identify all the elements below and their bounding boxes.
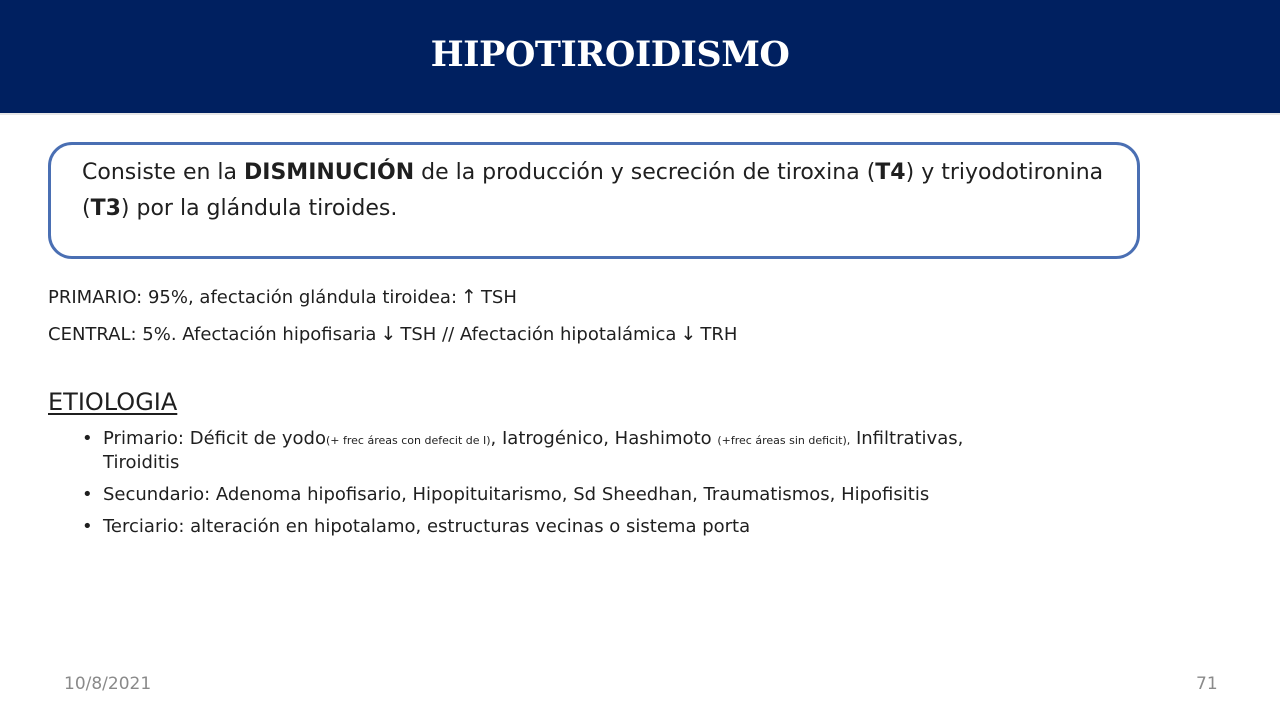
etiologia-terciario: Terciario: alteración en hipotalamo, estructuras vecinas o sistema porta: [103, 516, 751, 537]
etiologia-primario-note-2: (+frec áreas sin deficit),: [717, 434, 851, 447]
definition-bold-t3: T3: [90, 196, 121, 221]
slide-title: HIPOTIROIDISMO: [430, 34, 790, 75]
etiologia-list: [82, 428, 1042, 548]
definition-text-part-2: de la producción y secreción de tiroxina (: [414, 160, 876, 185]
etiologia-primario-b: , Iatrogénico, Hashimoto: [490, 428, 718, 449]
central-prefix: CENTRAL: 5%. Afectación hipofisaria: [48, 324, 377, 345]
bullet-icon: •: [82, 484, 93, 505]
definition-text-part-3: ) y triyodotironina (: [82, 160, 1104, 221]
list-item: [82, 516, 1042, 538]
central-suffix: TRH: [700, 324, 738, 345]
bullet-icon: •: [82, 428, 93, 449]
definition-box: [48, 142, 1140, 259]
central-middle: TSH // Afectación hipotalámica: [400, 324, 677, 345]
primario-suffix: TSH: [480, 287, 517, 308]
definition-bold-t4: T4: [875, 160, 906, 185]
definition-text: [82, 155, 1122, 227]
title-bar: [0, 0, 1280, 115]
arrow-up-icon: ↑: [461, 286, 477, 308]
definition-text-part-1: Consiste en la: [82, 160, 245, 185]
etiologia-primario-c: Infiltrativas, Tiroiditis: [103, 428, 964, 473]
etiologia-primario-note-1: (+ frec áreas con defecit de I): [325, 434, 491, 447]
central-line: [48, 323, 737, 345]
list-item: [82, 428, 1042, 474]
list-item: [82, 484, 1042, 506]
etiologia-secundario: Secundario: Adenoma hipofisario, Hipopituitarismo, Sd Sheedhan, Traumatismos, Hipofisitis: [103, 484, 930, 505]
etiologia-primario-a: Primario: Déficit de yodo: [103, 428, 326, 449]
arrow-down-icon: ↓: [680, 323, 697, 345]
page-number: 71: [1196, 674, 1218, 694]
footer-date: 10/8/2021: [64, 674, 152, 694]
etiologia-heading: ETIOLOGIA: [48, 388, 178, 416]
definition-bold-disminucion: DISMINUCIÓN: [244, 160, 415, 185]
arrow-down-icon: ↓: [380, 323, 397, 345]
primario-prefix: PRIMARIO: 95%, afectación glándula tiroidea:: [48, 287, 458, 308]
primario-line: [48, 286, 517, 308]
bullet-icon: •: [82, 516, 93, 537]
definition-text-part-4: ) por la glándula tiroides.: [120, 196, 398, 221]
